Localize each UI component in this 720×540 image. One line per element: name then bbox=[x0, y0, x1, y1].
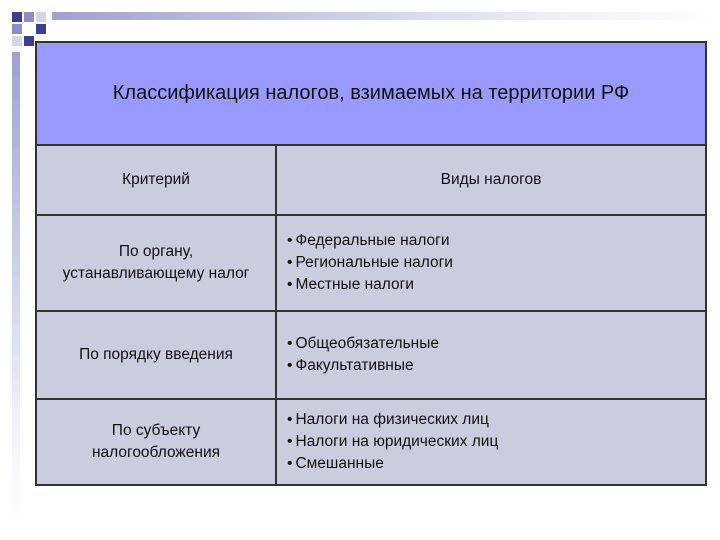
row-2-criterion bbox=[37, 312, 277, 400]
decor-square-light-2 bbox=[12, 36, 22, 46]
decor-square-mid-1 bbox=[24, 12, 34, 22]
row-1-criterion-line-2: устанавливающему налог bbox=[62, 265, 250, 282]
header-criterion: Критерий bbox=[37, 146, 277, 216]
row-2-tax-types bbox=[277, 312, 705, 400]
row-2-criterion-line-1: По порядку введения bbox=[79, 346, 233, 363]
row-3-criterion bbox=[37, 400, 277, 484]
tax-classification-table bbox=[35, 41, 707, 486]
row-1-tax-types bbox=[277, 216, 705, 312]
tax-type-item: • Факультативные bbox=[287, 355, 705, 377]
row-3-criterion-line-1: По субъекту bbox=[111, 422, 201, 439]
tax-type-item: • Налоги на физических лиц bbox=[287, 409, 705, 431]
row-1-criterion bbox=[37, 216, 277, 312]
decor-square-dark-3 bbox=[24, 36, 34, 46]
tax-type-item: • Налоги на юридических лиц bbox=[287, 431, 705, 453]
header-tax-types: Виды налогов bbox=[277, 146, 705, 216]
decor-square-dark-2 bbox=[36, 24, 46, 34]
decor-square-mid-2 bbox=[12, 24, 22, 34]
tax-type-item: • Местные налоги bbox=[287, 274, 705, 296]
row-1-criterion-line-1: По органу, bbox=[118, 243, 194, 260]
decor-top-gradient-bar bbox=[52, 12, 712, 20]
decor-square-dark-1 bbox=[12, 12, 22, 22]
tax-type-item: • Региональные налоги bbox=[287, 252, 705, 274]
row-3-tax-types bbox=[277, 400, 705, 484]
tax-type-item: • Общеобязательные bbox=[287, 333, 705, 355]
row-3-criterion-line-2: налогообложения bbox=[91, 444, 221, 461]
decor-square-light-1 bbox=[36, 12, 46, 22]
decor-left-gradient-bar bbox=[12, 52, 20, 522]
table-title: Классификация налогов, взимаемых на территории РФ bbox=[37, 43, 705, 146]
tax-type-item: • Смешанные bbox=[287, 453, 705, 475]
tax-type-item: • Федеральные налоги bbox=[287, 230, 705, 252]
